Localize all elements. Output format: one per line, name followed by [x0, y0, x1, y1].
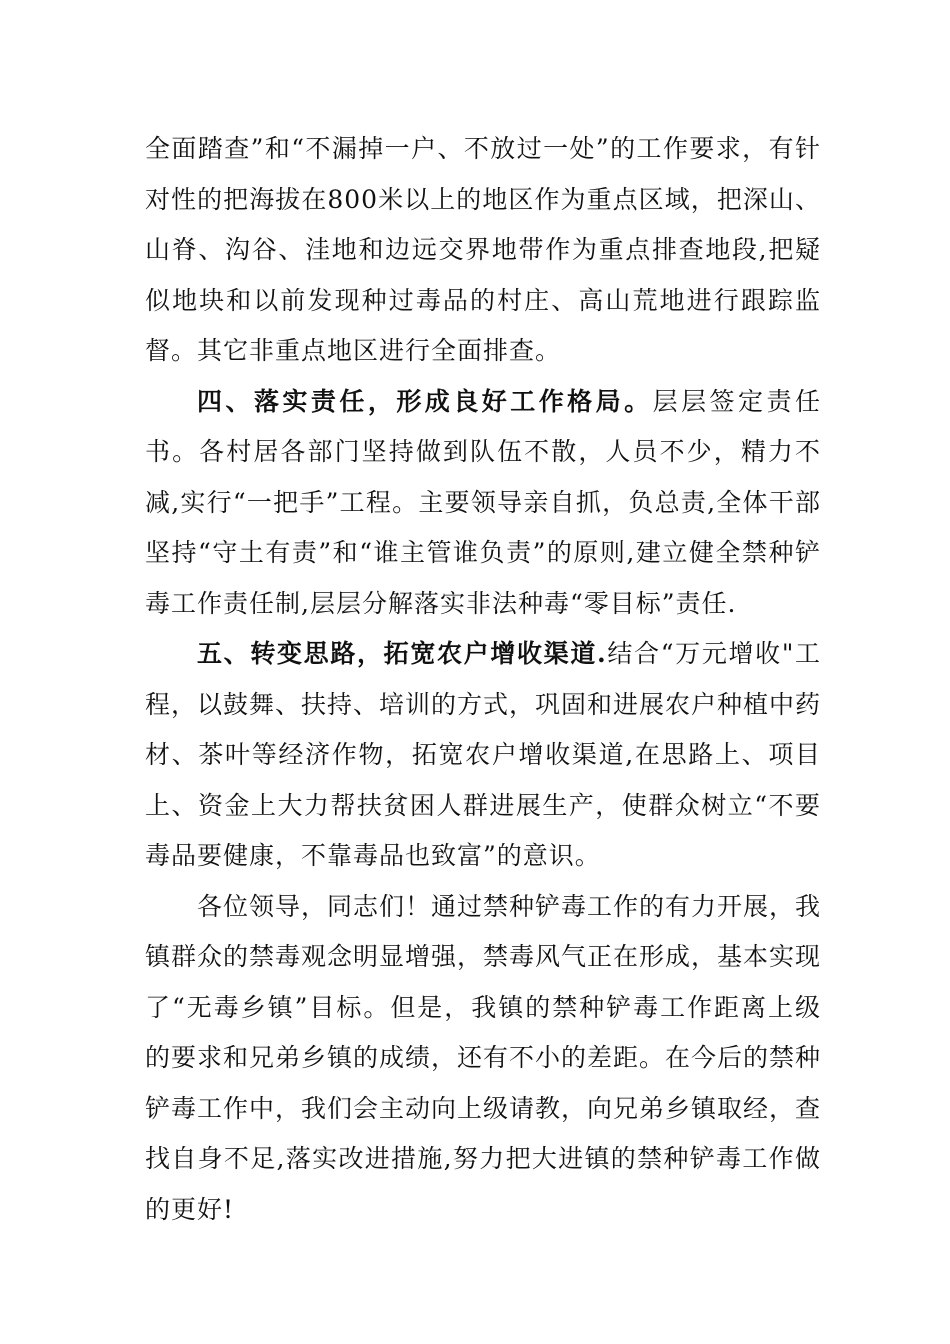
paragraph-text: 层层签定责任书。各村居各部门坚持做到队伍不散，人员不少，精力不减,实行“一把手”工程。主要领导亲自抓，负总责,全体干部坚持“守土有责”和“谁主管谁负责”的原则,建立健全禁种铲毒工作责任制,层层分解落实非法种毒“零目标”责任. [145, 386, 821, 618]
section-heading-five: 五、转变思路，拓宽农户增收渠道. [197, 639, 607, 668]
section-heading-four: 四、落实责任，形成良好工作格局。 [197, 386, 653, 416]
paragraph-text: 全面踏查”和“不漏掉一户、不放过一处”的工作要求，有针对性的把海拔在800米以上的地区作为重点区域，把深山、山脊、沟谷、洼地和边远交界地带作为重点排查地段,把疑似地块和以前发现种过毒品的村庄、高山荒地进行跟踪监督。其它非重点地区进行全面排查。 [145, 134, 821, 365]
paragraph-responsibility [145, 377, 821, 630]
paragraph-income [145, 629, 821, 882]
paragraph-text: 结合“万元增收"工程，以鼓舞、扶持、培训的方式，巩固和进展农户种植中药材、茶叶等经济作物，拓宽农户增收渠道,在思路上、项目上、资金上大力帮扶贫困人群进展生产，使群众树立“不要毒品要健康，不靠毒品也致富”的意识。 [145, 639, 822, 870]
paragraph-text: 各位领导，同志们！通过禁种铲毒工作的有力开展，我镇群众的禁毒观念明显增强，禁毒风气正在形成，基本实现了“无毒乡镇”目标。但是，我镇的禁种铲毒工作距离上级的要求和兄弟乡镇的成绩，还有不小的差距。在今后的禁种铲毒工作中，我们会主动向上级请教，向兄弟乡镇取经，查找自身不足,落实改进措施,努力把大进镇的禁种铲毒工作做的更好! [145, 891, 822, 1224]
paragraph-requirements [145, 124, 821, 377]
document-body [145, 124, 821, 1235]
paragraph-conclusion [145, 882, 821, 1236]
